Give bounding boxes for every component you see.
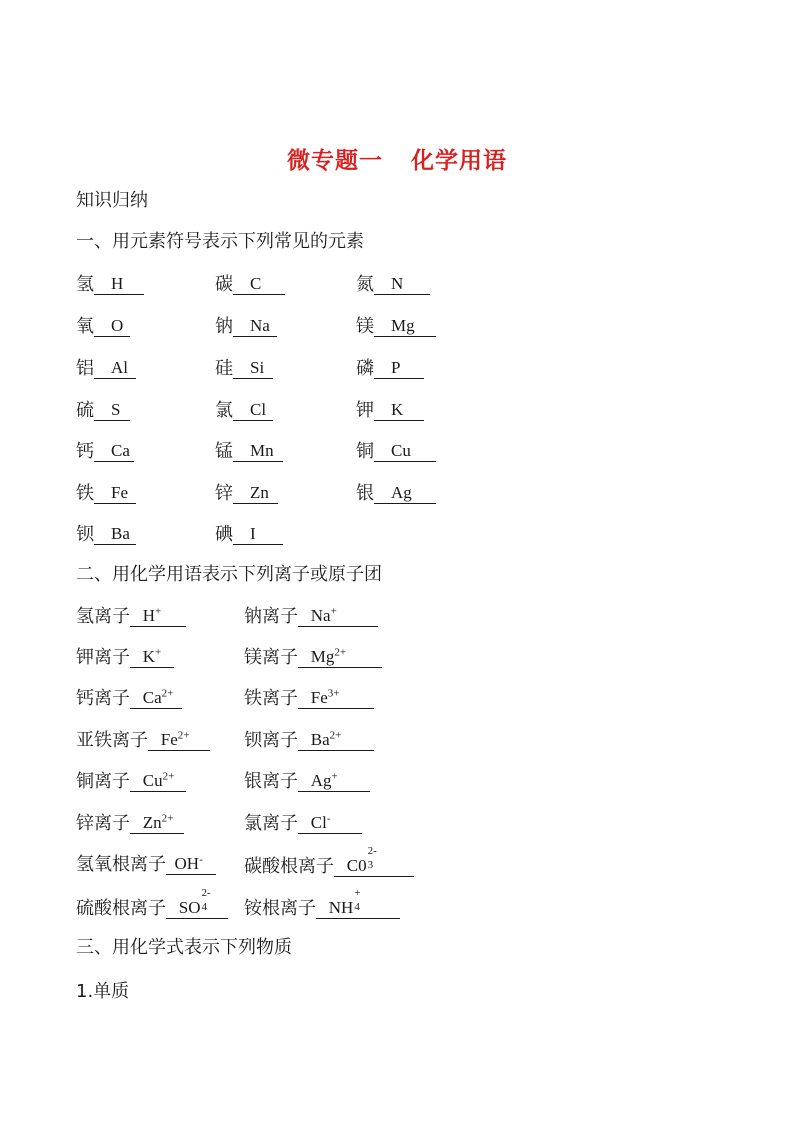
ion-answer	[148, 730, 210, 751]
ion-charge: -	[326, 812, 331, 825]
element-symbol: Cu	[391, 441, 411, 460]
element-answer	[233, 400, 273, 421]
element-name: 钾	[356, 400, 374, 421]
ion-answer	[298, 688, 374, 709]
element-symbol: Cl	[250, 400, 267, 419]
ion-row	[0, 811, 794, 837]
ion-symbol: Ba	[310, 730, 330, 749]
ion-symbol: Zn	[142, 813, 162, 832]
element-symbol: S	[111, 400, 121, 419]
element-answer	[233, 524, 283, 545]
ion-answer	[298, 647, 382, 668]
section-2-heading: 二、用化学用语表示下列离子或原子团	[76, 564, 382, 585]
element-symbol: Mg	[391, 316, 415, 335]
ion-symbol: Ca	[142, 688, 162, 707]
ion-row	[0, 686, 794, 712]
element-symbol: Ca	[111, 441, 130, 460]
element-item	[215, 398, 273, 424]
ion-answer	[298, 813, 362, 834]
ion-name: 亚铁离子	[76, 730, 148, 751]
element-item	[356, 314, 436, 340]
ion-charge: +	[331, 770, 338, 783]
ion-item	[76, 604, 186, 630]
ion-name: 铁离子	[244, 688, 298, 709]
element-item	[76, 522, 136, 548]
ion-symbol: H	[142, 606, 156, 625]
element-name: 铜	[356, 441, 374, 462]
ion-name: 钠离子	[244, 606, 298, 627]
ion-charge: 2+	[161, 687, 174, 700]
ion-name: 氯离子	[244, 813, 298, 834]
ion-symbol: Cl	[310, 813, 327, 832]
ion-row	[0, 769, 794, 795]
ion-item	[244, 811, 362, 837]
ion-charge: +	[155, 646, 162, 659]
ion-charge: 2+	[329, 729, 342, 742]
ion-answer	[298, 606, 378, 627]
element-answer	[374, 400, 424, 421]
ion-item	[76, 728, 210, 754]
ion-item	[76, 645, 174, 671]
ion-answer: C0 2- 3	[334, 851, 414, 877]
ion-charge: 3+	[327, 687, 340, 700]
element-symbol: H	[111, 274, 124, 293]
element-symbol: Mn	[250, 441, 274, 460]
element-name: 钠	[215, 316, 233, 337]
element-item	[356, 481, 436, 507]
section-3-heading: 三、用化学式表示下列物质	[76, 937, 292, 958]
ion-name: 钙离子	[76, 688, 130, 709]
element-answer	[233, 316, 277, 337]
ion-item	[244, 686, 374, 712]
element-name: 氢	[76, 274, 94, 295]
ion-answer	[130, 688, 182, 709]
element-item	[356, 272, 430, 298]
element-item	[215, 439, 283, 465]
element-item	[76, 272, 144, 298]
ion-answer	[130, 606, 186, 627]
element-symbol: Al	[111, 358, 128, 377]
element-name: 铁	[76, 483, 94, 504]
element-name: 银	[356, 483, 374, 504]
element-symbol: Zn	[250, 483, 269, 502]
element-item	[215, 314, 277, 340]
element-answer	[233, 358, 273, 379]
element-name: 氮	[356, 274, 374, 295]
element-symbol: Ba	[111, 524, 130, 543]
element-symbol: O	[111, 316, 124, 335]
element-answer	[233, 483, 278, 504]
ion-symbol: Na	[310, 606, 331, 625]
element-answer	[233, 441, 283, 462]
element-row	[0, 481, 794, 507]
element-symbol: I	[250, 524, 256, 543]
element-row	[0, 356, 794, 382]
element-answer	[374, 274, 430, 295]
element-row	[0, 439, 794, 465]
element-name: 锰	[215, 441, 233, 462]
ion-charge: +	[330, 605, 337, 618]
element-row	[0, 314, 794, 340]
ion-row	[0, 728, 794, 754]
element-symbol: N	[391, 274, 404, 293]
title-part-1: 微专题一	[287, 148, 383, 174]
element-item	[76, 356, 136, 382]
ion-name: 钾离子	[76, 647, 130, 668]
element-name: 硅	[215, 358, 233, 379]
element-symbol: K	[391, 400, 404, 419]
ion-row-7	[0, 845, 794, 878]
ion-item-hydroxide	[76, 852, 216, 878]
element-item	[215, 481, 278, 507]
element-answer	[94, 316, 130, 337]
element-item	[356, 398, 424, 424]
ion-answer	[130, 771, 186, 792]
ion-item	[244, 769, 370, 795]
ion-row	[0, 604, 794, 630]
ion-item	[244, 728, 374, 754]
ion-symbol: Fe	[310, 688, 328, 707]
ion-symbol: Mg	[310, 647, 335, 666]
ion-name: 镁离子	[244, 647, 298, 668]
element-answer	[374, 441, 436, 462]
intro-heading: 知识归纳	[76, 190, 148, 211]
ion-charge: +	[155, 605, 162, 618]
element-symbol: C	[250, 274, 262, 293]
element-name: 碳	[215, 274, 233, 295]
ion-symbol: Fe	[160, 730, 178, 749]
element-item	[356, 439, 436, 465]
element-item	[215, 272, 285, 298]
ion-answer	[130, 813, 184, 834]
ion-item-ammonium	[244, 887, 400, 922]
ion-item	[76, 686, 182, 712]
element-row	[0, 272, 794, 298]
ion-name: 碳酸根离子	[244, 856, 334, 877]
ion-symbol: Cu	[142, 771, 163, 790]
element-name: 锌	[215, 483, 233, 504]
ion-charge: 2+	[177, 729, 190, 742]
ion-symbol: K	[142, 647, 156, 666]
element-answer	[94, 358, 136, 379]
ion-answer	[298, 730, 374, 751]
element-name: 氧	[76, 316, 94, 337]
ion-row	[0, 645, 794, 671]
ion-symbol: Ag	[310, 771, 332, 790]
element-item	[215, 356, 273, 382]
ion-charge: 2+	[161, 812, 174, 825]
ion-answer	[298, 771, 370, 792]
ion-item	[244, 645, 382, 671]
ion-charge: 2+	[334, 646, 347, 659]
ion-item	[244, 604, 378, 630]
ion-charge: 2+	[162, 770, 175, 783]
element-symbol: Ag	[391, 483, 412, 502]
ion-name: 氢离子	[76, 606, 130, 627]
ion-name: 铜离子	[76, 771, 130, 792]
element-answer	[94, 274, 144, 295]
element-name: 铝	[76, 358, 94, 379]
element-item	[76, 398, 130, 424]
element-name: 钙	[76, 441, 94, 462]
ion-answer: OH-	[166, 854, 216, 875]
element-answer	[374, 316, 436, 337]
ion-name: 锌离子	[76, 813, 130, 834]
element-item	[76, 314, 130, 340]
element-symbol: Si	[250, 358, 265, 377]
element-row	[0, 522, 794, 548]
ion-name: 钡离子	[244, 730, 298, 751]
element-symbol: P	[391, 358, 401, 377]
ion-item-carbonate	[244, 845, 414, 880]
element-row	[0, 398, 794, 424]
element-symbol: Fe	[111, 483, 128, 502]
element-name: 硫	[76, 400, 94, 421]
element-answer	[374, 358, 424, 379]
element-item	[215, 522, 283, 548]
element-item	[76, 481, 136, 507]
ion-name: 银离子	[244, 771, 298, 792]
element-answer	[233, 274, 285, 295]
element-name: 碘	[215, 524, 233, 545]
ion-item-sulfate	[76, 887, 228, 922]
ion-answer	[130, 647, 174, 668]
ion-answer: NH + 4	[316, 893, 400, 919]
element-answer	[94, 441, 134, 462]
ion-name: 氢氧根离子	[76, 854, 166, 875]
section-3-sub-1: 1.单质	[76, 981, 130, 1002]
element-answer	[374, 483, 436, 504]
ion-name: 硫酸根离子	[76, 898, 166, 919]
element-item	[356, 356, 424, 382]
element-name: 磷	[356, 358, 374, 379]
element-answer	[94, 483, 136, 504]
element-name: 镁	[356, 316, 374, 337]
element-symbol: Na	[250, 316, 270, 335]
ion-item	[76, 811, 184, 837]
page-title	[0, 142, 794, 175]
ion-name: 铵根离子	[244, 898, 316, 919]
section-1-heading: 一、用元素符号表示下列常见的元素	[76, 231, 364, 252]
title-part-2: 化学用语	[411, 148, 507, 174]
element-name: 钡	[76, 524, 94, 545]
element-item	[76, 439, 134, 465]
element-answer	[94, 400, 130, 421]
ion-row-8	[0, 887, 794, 920]
ion-answer: SO 2- 4	[166, 893, 228, 919]
element-name: 氯	[215, 400, 233, 421]
element-answer	[94, 524, 136, 545]
ion-item	[76, 769, 186, 795]
